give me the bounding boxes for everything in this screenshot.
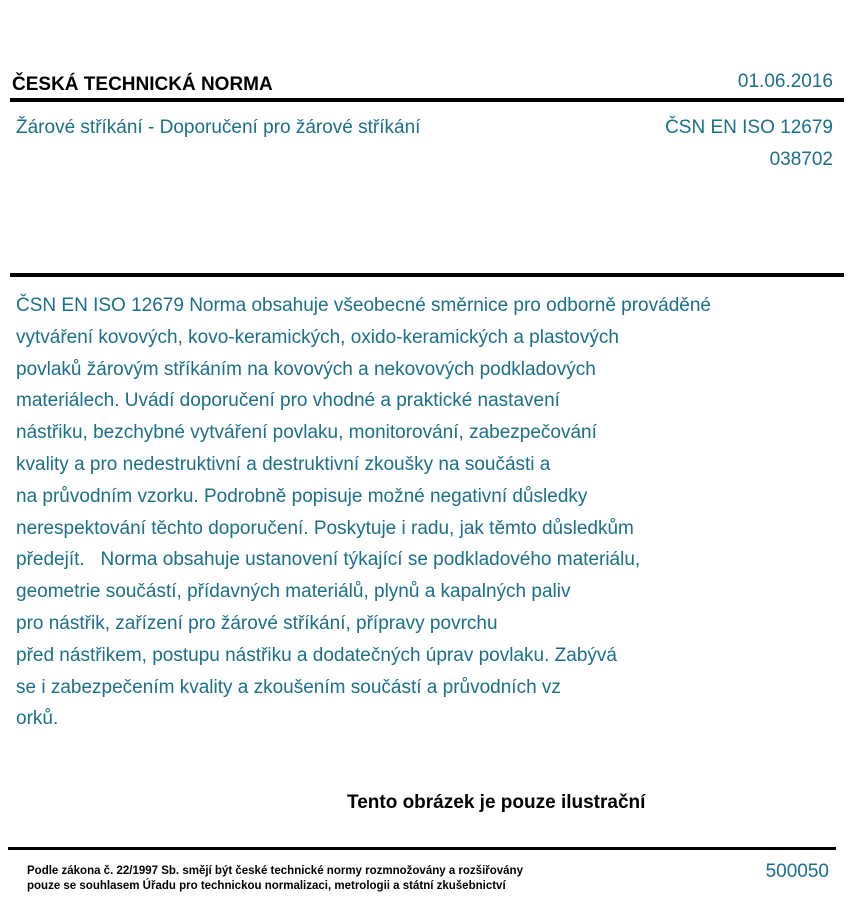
abstract-line: ČSN EN ISO 12679 Norma obsahuje všeobecné směrnice pro odborně prováděné [16, 295, 711, 316]
abstract-line: povlaků žárovým stříkáním na kovových a nekovových podkladových [16, 358, 596, 380]
abstract-line: pro nástřik, zařízení pro žárové stříkání, přípravy povrchu [16, 612, 498, 634]
document-type-heading: ČESKÁ TECHNICKÁ NORMA [12, 74, 273, 95]
abstract-text [16, 290, 836, 735]
legal-notice [27, 864, 523, 894]
header-divider [10, 98, 844, 102]
standard-number: ČSN EN ISO 12679 [665, 117, 833, 138]
footer-divider [8, 847, 836, 850]
publication-date: 01.06.2016 [737, 71, 833, 92]
legal-line: pouze se souhlasem Úřadu pro technickou normalizaci, metrologii a státní zkušebnictví [27, 880, 506, 892]
abstract-line: se i zabezpečením kvality a zkoušením součástí a průvodních vz [16, 676, 561, 698]
abstract-line: vytváření kovových, kovo-keramických, oxido-keramických a plastových [16, 326, 619, 348]
abstract-line: nástřiku, bezchybné vytváření povlaku, monitorování, zabezpečování [16, 422, 597, 444]
footer-code: 500050 [765, 861, 829, 882]
abstract-line: geometrie součástí, přídavných materiálů, plynů a kapalných paliv [16, 581, 571, 603]
abstract-line: orků. [16, 708, 59, 730]
illustration-note: Tento obrázek je pouze ilustrační [347, 792, 646, 813]
standard-title: Žárové stříkání - Doporučení pro žárové stříkání [16, 117, 421, 138]
abstract-line: kvality a pro nedestruktivní a destruktivní zkoušky na součásti a [16, 453, 551, 475]
legal-line: Podle zákona č. 22/1997 Sb. smějí být české technické normy rozmnožovány a rozšiřovány [27, 865, 523, 877]
abstract-divider [10, 273, 844, 277]
catalog-number: 038702 [769, 149, 833, 170]
abstract-line: materiálech. Uvádí doporučení pro vhodné a praktické nastavení [16, 390, 560, 412]
abstract-line: nerespektování těchto doporučení. Poskytuje i radu, jak těmto důsledkům [16, 517, 634, 539]
abstract-line: na průvodním vzorku. Podrobně popisuje možné negativní důsledky [16, 485, 588, 507]
abstract-line: před nástřikem, postupu nástřiku a dodatečných úprav povlaku. Zabývá [16, 644, 617, 666]
abstract-line: předejít. Norma obsahuje ustanovení týkající se podkladového materiálu, [16, 549, 641, 571]
